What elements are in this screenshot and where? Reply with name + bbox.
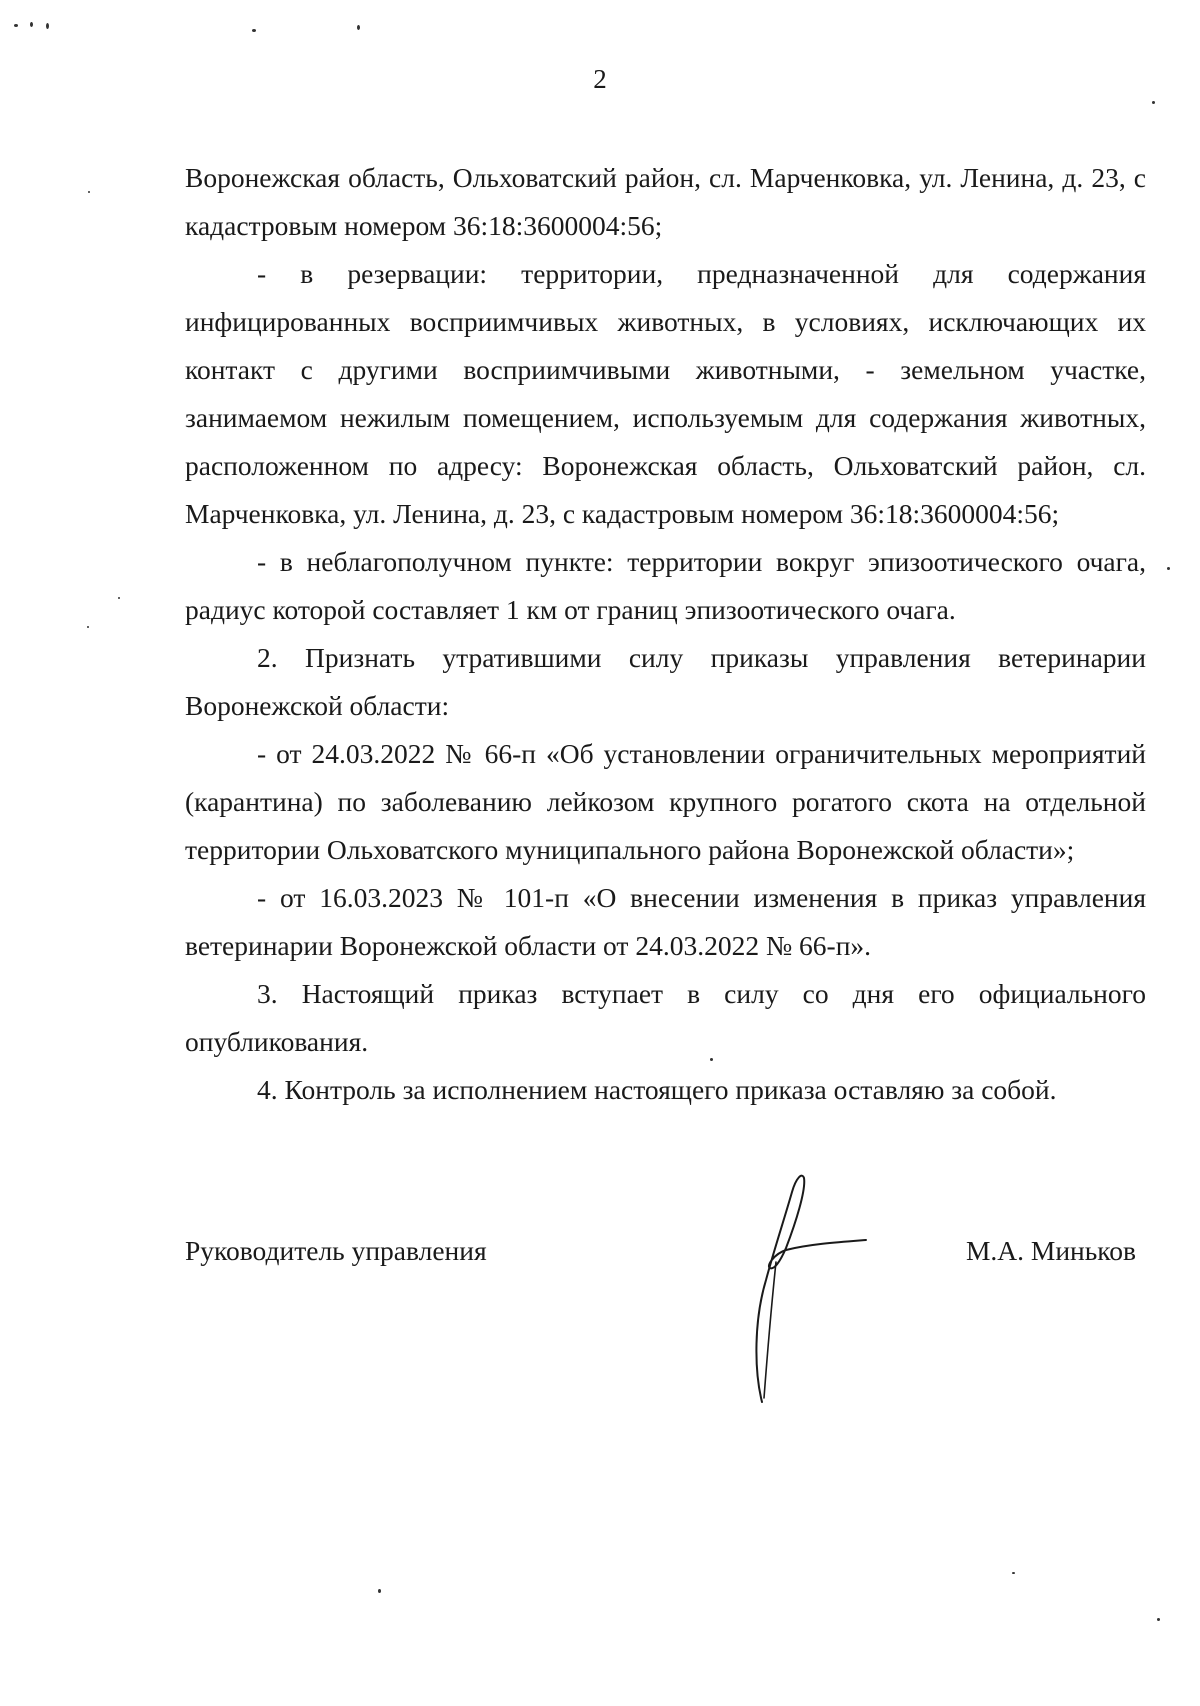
- scan-speck: [46, 23, 49, 29]
- signatory-name: М.А. Миньков: [965, 1235, 1136, 1266]
- signatory-title: Руководитель управления: [185, 1235, 487, 1266]
- paragraph-item-4: 4. Контроль за исполнением настоящего приказа оставляю за собой.: [257, 1074, 1057, 1105]
- scan-speck: [118, 597, 120, 599]
- scan-speck: [1152, 101, 1155, 104]
- scan-speck: [14, 24, 18, 27]
- document-body: [185, 154, 1146, 1114]
- paragraph-order-101: - от 16.03.2023 № 101-п «О внесении изменения в приказ управления ветеринарии Воронежской области от 24.03.2022 № 66-п».: [185, 882, 1146, 961]
- scan-speck: [357, 25, 360, 30]
- scan-speck: [1157, 1618, 1160, 1621]
- scan-speck: [710, 1058, 713, 1061]
- scan-speck: [378, 1589, 381, 1593]
- scan-speck: [30, 22, 33, 27]
- scan-speck: [87, 626, 89, 628]
- scan-speck: [1167, 567, 1170, 570]
- paragraph-address-continuation: Воронежская область, Ольховатский район, сл. Марченковка, ул. Ленина, д. 23, с кадастровым номером 36:18:3600004:56;: [185, 162, 1146, 241]
- paragraph-reservation: - в резервации: территории, предназначенной для содержания инфицированных восприимчивых животных, в условиях, исключающих их контакт с другими восприимчивыми животными, - земельном участке, занимаемом нежилым помещением, используемым для содержания животных, расположенном по адресу: Воронежская область, Ольховатский район, сл. Марченковка, ул. Ленина, д. 23, с кадастровым номером 36:18:3600004:56;: [185, 258, 1146, 529]
- handwritten-signature: [740, 1170, 870, 1410]
- scan-speck: [1012, 1572, 1015, 1574]
- paragraph-order-66: - от 24.03.2022 № 66-п «Об установлении ограничительных мероприятий (карантина) по заболеванию лейкозом крупного рогатого скота на отдельной территории Ольховатского муниципального района Воронежской области»;: [185, 738, 1146, 865]
- paragraph-item-3: 3. Настоящий приказ вступает в силу со дня его официального опубликования.: [185, 978, 1146, 1057]
- signature-block: [185, 1231, 1146, 1271]
- paragraph-item-2: 2. Признать утратившими силу приказы управления ветеринарии Воронежской области:: [185, 642, 1146, 721]
- paragraph-unfavorable-point: - в неблагополучном пункте: территории вокруг эпизоотического очага, радиус которой составляет 1 км от границ эпизоотического очага.: [185, 546, 1146, 625]
- scan-speck: [252, 29, 256, 32]
- scan-speck: [88, 191, 90, 193]
- page-number: 2: [593, 64, 607, 94]
